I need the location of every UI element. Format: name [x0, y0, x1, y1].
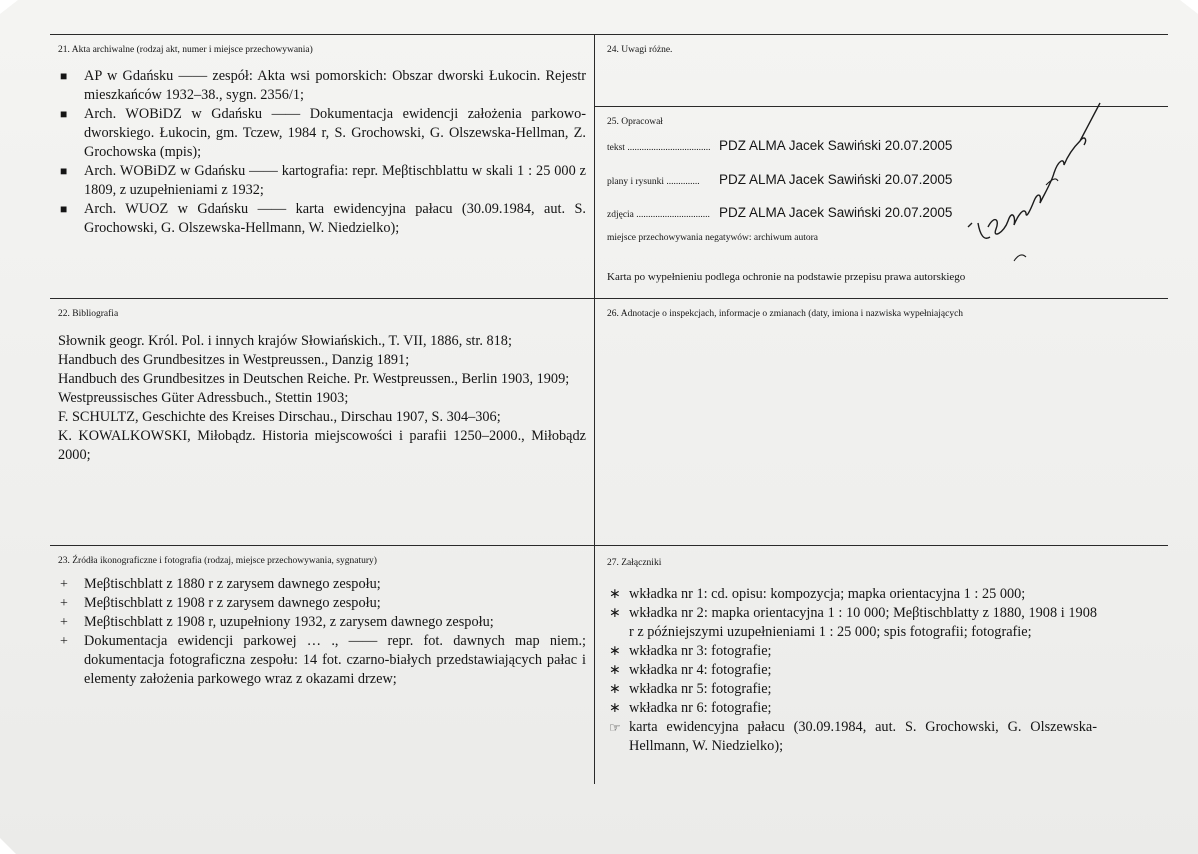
pointing-hand-icon: ☞: [609, 720, 621, 735]
list-item: ■ Arch. WUOZ w Gdańsku —— karta ewidencyjna pałacu (30.09.1984, aut. S. Grochowski, G. Olszewska-Hellmann, W. Niedzielko);: [60, 201, 586, 236]
archives-list: [58, 67, 586, 238]
section-23-title: 23. Źródła ikonograficzne i fotografia (rodzaj, miejsce przechowywania, sygnatury): [58, 556, 377, 566]
asterisk-bullet-icon: ∗: [609, 644, 621, 659]
section-26-title: 26. Adnotacje o inspekcjach, informacje o zmianach (daty, imiona i nazwiska wypełniających: [607, 309, 964, 319]
section-27-title: 27. Załączniki: [607, 558, 662, 568]
list-item: Westpreussisches Güter Adressbuch., Stettin 1903;: [58, 390, 349, 406]
list-item: + Meβtischblatt z 1908 r, uzupełniony 1932, z zarysem dawnego zespołu;: [60, 614, 494, 630]
author-row-photos: zdjęcia ............................... PDZ ALMA Jacek Sawiński 20.07.2005: [607, 205, 953, 220]
paper-corner-icon: [0, 0, 40, 30]
list-item: K. KOWALKOWSKI, Miłobądz. Historia miejscowości i parafii 1250–2000., Miłobądz 2000;: [58, 428, 586, 463]
copyright-note: Karta po wypełnieniu podlega ochronie na podstawie przepisu prawa autorskiego: [607, 271, 966, 283]
section-26-annotations: [607, 308, 1162, 320]
asterisk-bullet-icon: ∗: [609, 587, 621, 602]
asterisk-bullet-icon: ∗: [609, 606, 621, 621]
list-item: + Meβtischblatt z 1880 r z zarysem dawnego zespołu;: [60, 576, 381, 592]
section-21-title: 21. Akta archiwalne (rodzaj akt, numer i miejsce przechowywania): [58, 45, 313, 55]
section-21-archives: [58, 44, 586, 238]
square-bullet-icon: ■: [60, 107, 68, 121]
row-divider-2: [50, 545, 1168, 546]
list-item: Handbuch des Grundbesitzes in Deutschen Reiche. Pr. Westpreussen., Berlin 1903, 1909;: [58, 371, 570, 387]
list-item: Handbuch des Grundbesitzes in Westpreussen., Danzig 1891;: [58, 352, 410, 368]
list-item: + Dokumentacja ewidencji parkowej … ., —— repr. fot. dawnych map niem.; dokumentacja fotograficzna zespołu: 14 fot. czarno-białych przedstawiających pałac i elementy założenia parkowego wraz z okazami drzew;: [60, 633, 586, 687]
list-item: ☞ karta ewidencyjna pałacu (30.09.1984, aut. S. Grochowski, G. Olszewska-Hellmann, W. Niedzielko);: [609, 719, 1097, 754]
author-row-plans: plany i rysunki .............. PDZ ALMA Jacek Sawiński 20.07.2005: [607, 172, 953, 187]
list-item: + Meβtischblatt z 1908 r z zarysem dawnego zespołu;: [60, 595, 381, 611]
list-item: ∗ wkładka nr 1: cd. opisu: kompozycja; mapka orientacyjna 1 : 25 000;: [609, 586, 1026, 602]
list-item: ■ AP w Gdańsku —— zespół: Akta wsi pomorskich: Obszar dworski Łukocin. Rejestr mieszkańców 1932–38., sygn. 2356/1;: [60, 68, 586, 103]
row-divider-1: [50, 298, 1168, 299]
iconography-list: [58, 575, 586, 689]
plus-bullet-icon: +: [60, 577, 68, 592]
signature-icon: [960, 95, 1110, 275]
list-item: ∗ wkładka nr 3: fotografie;: [609, 643, 772, 659]
section-24-remarks: [607, 44, 1147, 56]
author-row-text: tekst ................................... PDZ ALMA Jacek Sawiński 20.07.2005: [607, 138, 953, 153]
list-item: Słownik geogr. Król. Pol. i innych krajów Słowiańskich., T. VII, 1886, str. 818;: [58, 333, 512, 349]
list-item: ∗ wkładka nr 5: fotografie;: [609, 681, 772, 697]
paper-corner-icon: [0, 830, 30, 854]
list-item: F. SCHULTZ, Geschichte des Kreises Dirschau., Dirschau 1907, S. 304–306;: [58, 409, 501, 425]
center-divider: [594, 34, 595, 784]
asterisk-bullet-icon: ∗: [609, 701, 621, 716]
square-bullet-icon: ■: [60, 202, 68, 216]
negatives-storage: miejsce przechowywania negatywów: archiwum autora: [607, 233, 819, 243]
top-border: [50, 34, 1168, 35]
section-25-title: 25. Opracował: [607, 117, 663, 127]
section-22-bibliography: [58, 308, 586, 465]
plus-bullet-icon: +: [60, 596, 68, 611]
section-24-title: 24. Uwagi różne.: [607, 45, 673, 55]
plus-bullet-icon: +: [60, 615, 68, 630]
section-23-iconography: [58, 555, 586, 689]
list-item: ∗ wkładka nr 2: mapka orientacyjna 1 : 10 000; Meβtischblatty z 1880, 1908 i 1908 r z późniejszymi uzupełnieniami 1 : 25 000; spis fotografii; fotografie;: [609, 605, 1097, 640]
section-27-attachments: [607, 557, 1097, 756]
paper-corner-icon: [1158, 0, 1198, 30]
plus-bullet-icon: +: [60, 634, 68, 649]
list-item: ∗ wkładka nr 6: fotografie;: [609, 700, 772, 716]
list-item: ■ Arch. WOBiDZ w Gdańsku —— kartografia: repr. Meβtischblattu w skali 1 : 25 000 z 1809, z uzupełnieniami z 1932;: [60, 163, 586, 198]
section-22-title: 22. Bibliografia: [58, 309, 119, 319]
list-item: ∗ wkładka nr 4: fotografie;: [609, 662, 772, 678]
list-item: ■ Arch. WOBiDZ w Gdańsku —— Dokumentacja ewidencji założenia parkowo-dworskiego. Łukocin, gm. Tczew, 1984 r, S. Grochowski, G. Olszewska-Hellman, Z. Grochowska (mpis);: [60, 106, 586, 160]
bibliography-list: [58, 332, 586, 465]
square-bullet-icon: ■: [60, 69, 68, 83]
attachments-list: [607, 585, 1097, 756]
asterisk-bullet-icon: ∗: [609, 682, 621, 697]
asterisk-bullet-icon: ∗: [609, 663, 621, 678]
square-bullet-icon: ■: [60, 164, 68, 178]
